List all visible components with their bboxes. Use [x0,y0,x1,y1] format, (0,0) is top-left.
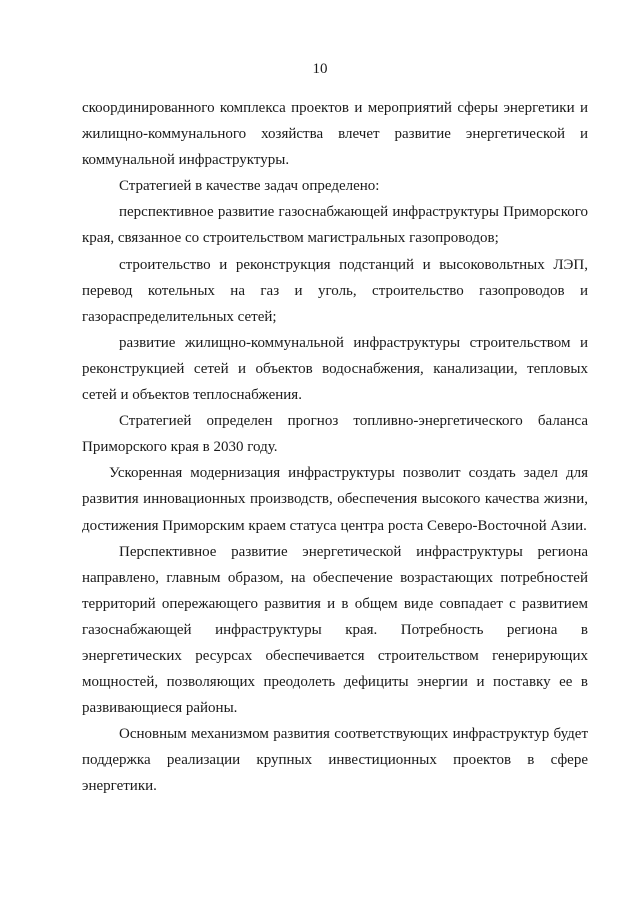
paragraph-task-utilities: развитие жилищно-коммунальной инфраструктуры строительством и реконструкцией сетей и объектов водоснабжения, канализации, тепловых сетей и объектов теплоснабжения. [82,334,588,404]
paragraph-energy-development: Перспективное развитие энергетической инфраструктуры региона направлено, главным образом, на обеспечение возрастающих потребностей территорий опережающего развития и в общем виде совпадает с развитием газоснабжающей инфраструктуры края. Потребность региона в энергетических ресурсах обеспечивается строительством генерирующих мощностей, позволяющих преодолеть дефициты энергии и поставку ее в развивающиеся районы. [82,543,588,717]
paragraph-task-gas: перспективное развитие газоснабжающей инфраструктуры Приморского края, связанное со строительством магистральных газопроводов; [82,204,588,247]
paragraph-mechanism: Основным механизмом развития соответствующих инфраструктур будет поддержка реализации крупных инвестиционных проектов в сфере энергетики. [82,726,588,795]
paragraph-task-power: строительство и реконструкция подстанций и высоковольтных ЛЭП, перевод котельных на газ и уголь, строительство газопроводов и газораспределительных сетей; [82,256,588,325]
paragraph-energy-balance: Стратегией определен прогноз топливно-энергетического баланса Приморского края в 2030 году. [82,413,588,456]
paragraph-modernization: Ускоренная модернизация инфраструктуры позволит создать задел для развития инновационных производств, обеспечения высокого качества жизни, достижения Приморским краем статуса центра роста Северо-Восточной Азии. [82,465,588,534]
document-body [82,95,588,800]
paragraph-continuation: скоординированного комплекса проектов и мероприятий сферы энергетики и жилищно-коммунального хозяйства влечет развитие энергетической и коммунальной инфраструктуры. [82,100,588,169]
paragraph-tasks-intro: Стратегией в качестве задач определено: [119,178,380,195]
page-number: 10 [312,61,328,77]
